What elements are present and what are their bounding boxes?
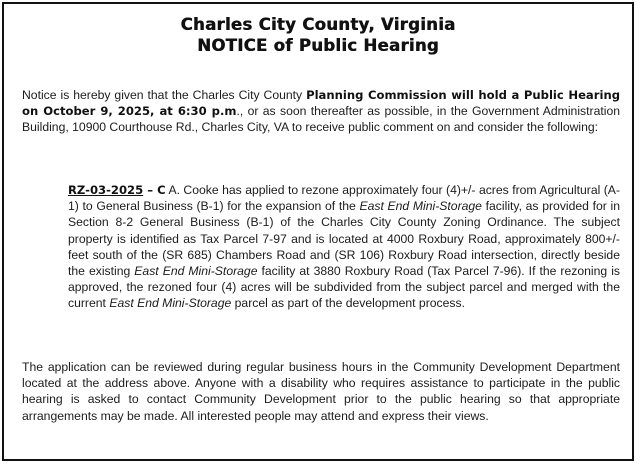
case-paragraph [68, 182, 620, 312]
case-text-4: parcel as part of the development process. [231, 296, 465, 311]
notice-frame [2, 2, 634, 461]
closing-paragraph: The application can be reviewed during regular business hours in the Community Development Department located at the address above. Anyone with a disability who requires assistance to participate in the public hearing is asked to contact Community Development prior to the public hearing so that appropriate arrangements may be made. All interested people may attend and express their views. [22, 360, 620, 423]
applicant-initial: – C [143, 183, 166, 197]
case-number: RZ-03-2025 [68, 183, 144, 197]
intro-paragraph [22, 87, 620, 136]
facility-name: East End Mini-Storage [134, 264, 258, 279]
case-text-3: facility at 3880 Roxbury Road (Tax Parcel 7-96). If the rezoning is approved, the rezoned four (4) acres will be subdivided from the subject parcel and merged with the current [68, 264, 620, 311]
case-text-1: A. Cooke has applied to rezone approximately four (4)+/- acres from Agricultural (A-1) to General Business (B-1) for the expansion of the [68, 183, 620, 214]
intro-text-start: Notice is hereby given that the Charles City County [22, 88, 307, 102]
notice-title: NOTICE of Public Hearing [197, 36, 439, 55]
county-title: Charles City County, Virginia [180, 15, 456, 34]
facility-name: East End Mini-Storage [109, 296, 232, 311]
intro-text-end: ., or as soon thereafter as possible, in the Government Administration Building, 10900 Courthouse Rd., Charles City, VA to receive public comment on and consider the following: [22, 104, 620, 135]
facility-name: East End Mini-Storage [359, 199, 482, 214]
notice-header [4, 4, 632, 56]
case-text-2: facility, as provided for in Section 8-2 General Business (B-1) of the Charles City County Zoning Ordinance. The subject property is identified as Tax Parcel 7-97 and is located at 4000 Roxbury Road, approximately 800+/- feet south of the (SR 685) Chambers Road and (SR 106) Roxbury Road intersection, directly beside the existing [68, 199, 621, 279]
hearing-announcement: Planning Commission will hold a Public Hearing on October 9, 2025, at 6:30 p.m [22, 88, 620, 119]
